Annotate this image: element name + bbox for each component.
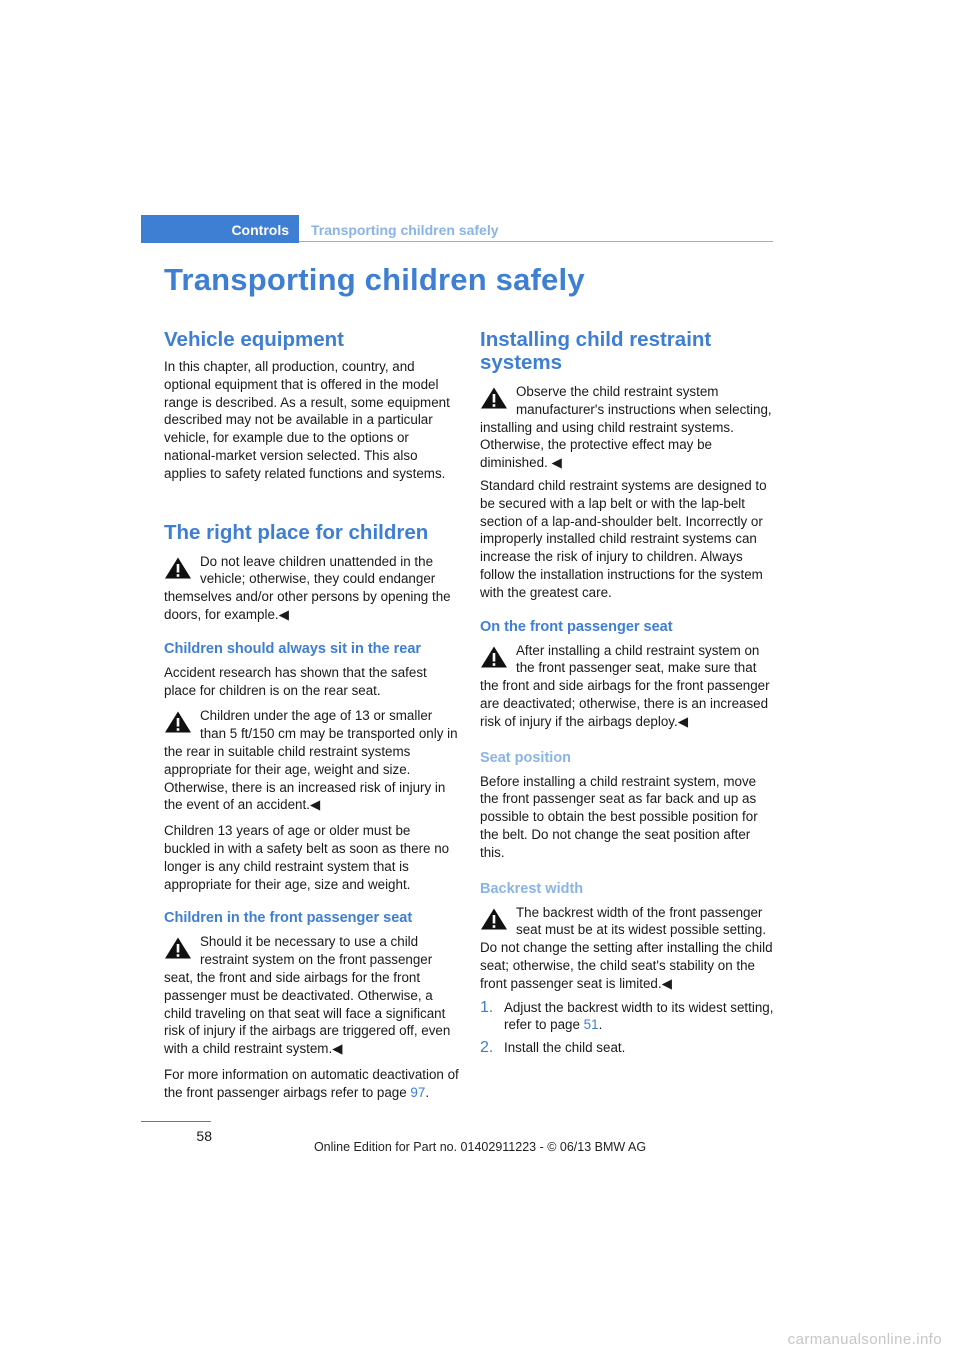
warning-triangle-icon <box>164 936 192 960</box>
warning-front-seat <box>480 642 776 731</box>
footer-edition: Online Edition for Part no. 01402911223 - © 06/13 BMW AG <box>313 1140 647 1154</box>
list-number: 1. <box>480 998 494 1016</box>
front-more-info <box>164 1066 460 1102</box>
heading-right-place: The right place for children <box>164 520 429 544</box>
header-topic-label: Transporting children safely <box>311 222 499 238</box>
heading-backrest: Backrest width <box>480 880 584 897</box>
warning-triangle-icon <box>480 645 508 669</box>
warning-triangle-icon <box>480 386 508 410</box>
page-title: Transporting children safely <box>164 262 585 297</box>
warning-backrest-text: The backrest width of the front passenger seat must be at its widest possible setting. Do not change the setting after installing the child seat; otherwise, the child seat's stability on the front passenger seat is limited.◀ <box>480 904 773 991</box>
header-rule <box>299 241 773 242</box>
rear-text: Accident research has shown that the safest place for children is on the rear seat. <box>164 664 427 698</box>
heading-front: Children in the front passenger seat <box>164 910 413 927</box>
warning-front-text: Should it be necessary to use a child restraint system on the front passenger seat, the front and side airbags for the front passenger must be deactivated. Otherwise, a child traveling on that seat will face a significant risk of injury if the airbags are triggered off, even with a child restraint system.◀ <box>164 934 451 1057</box>
footer-rule <box>141 1121 211 1122</box>
heading-rear: Children should always sit in the rear <box>164 640 422 657</box>
warning-installing <box>480 383 776 472</box>
heading-seat-position: Seat position <box>480 749 572 766</box>
page-link-97[interactable]: 97 <box>410 1084 426 1100</box>
list-item-text: Install the child seat. <box>504 1040 626 1056</box>
warning-front <box>164 933 460 1058</box>
heading-vehicle-equipment: Vehicle equipment <box>164 328 344 351</box>
header-section-label: Controls <box>141 215 299 243</box>
front-more-end: . <box>425 1084 430 1100</box>
warning-triangle-icon <box>480 907 508 931</box>
step-1-text: Adjust the backrest width to its widest setting, refer to page <box>504 999 774 1033</box>
warning-front-seat-text: After installing a child restraint system on the front passenger seat, make sure that the front and side airbags for the front passenger are deactivated; otherwise, there is an increased risk of injury if the airbags deploy.◀ <box>480 642 770 729</box>
running-header <box>141 215 773 243</box>
warning-rear <box>164 707 460 814</box>
installing-text: Standard child restraint systems are designed to be secured with a lap belt or with the lap-belt section of a lap-and-shoulder belt. Incorrectly or improperly installed child restraint systems can increase the risk of injury to children. Always follow the installation instructions for the system with the greatest care. <box>480 477 767 600</box>
warning-unattended-text: Do not leave children unattended in the vehicle; otherwise, they could endanger themselves and/or other persons by opening the doors, for example.◀ <box>164 553 451 622</box>
page-link-51[interactable]: 51 <box>583 1017 599 1033</box>
watermark: carmanualsonline.info <box>787 1331 942 1348</box>
list-item <box>480 999 776 1035</box>
list-item <box>480 1039 776 1057</box>
rear-text-2: Children 13 years of age or older must be buckled in with a safety belt as soon as there no longer is any child restraint system that is appropriate for their age, size and weight. <box>164 823 450 892</box>
list-number: 2. <box>480 1039 494 1057</box>
warning-unattended <box>164 553 460 624</box>
warning-triangle-icon <box>164 710 192 734</box>
step-1-end: . <box>598 1017 603 1033</box>
warning-triangle-icon <box>164 556 192 580</box>
left-column <box>164 328 460 1102</box>
warning-installing-text: Observe the child restraint system manufacturer's instructions when selecting, installing and using child restraint systems. Otherwise, the protective effect may be diminished. ◀ <box>480 384 772 471</box>
list-item-text <box>504 999 776 1035</box>
warning-backrest <box>480 904 776 993</box>
warning-rear-text: Children under the age of 13 or smaller than 5 ft/150 cm may be transported only in the rear in suitable child restraint systems appropriate for their age, weight and size. Otherwise, there is an increased risk of injury in the event of an accident.◀ <box>164 708 458 813</box>
front-more-text: For more information on automatic deactivation of the front passenger airbags refer to page <box>164 1066 459 1100</box>
vehicle-equipment-text: In this chapter, all production, country, and optional equipment that is offered in the model range is described. As a result, some equipment described may not be available in a particular vehicle, for example due to the options or national-market version selected. This also applies to safety related functions and systems. <box>164 359 450 481</box>
page-number: 58 <box>196 1128 212 1144</box>
right-column <box>480 328 776 1057</box>
seat-position-text: Before installing a child restraint system, move the front passenger seat as far back and up as possible to obtain the best possible position for the belt. Do not change the seat position after this. <box>480 773 758 860</box>
heading-installing: Installing child restraint systems <box>480 328 712 374</box>
heading-front-seat: On the front passenger seat <box>480 618 673 635</box>
